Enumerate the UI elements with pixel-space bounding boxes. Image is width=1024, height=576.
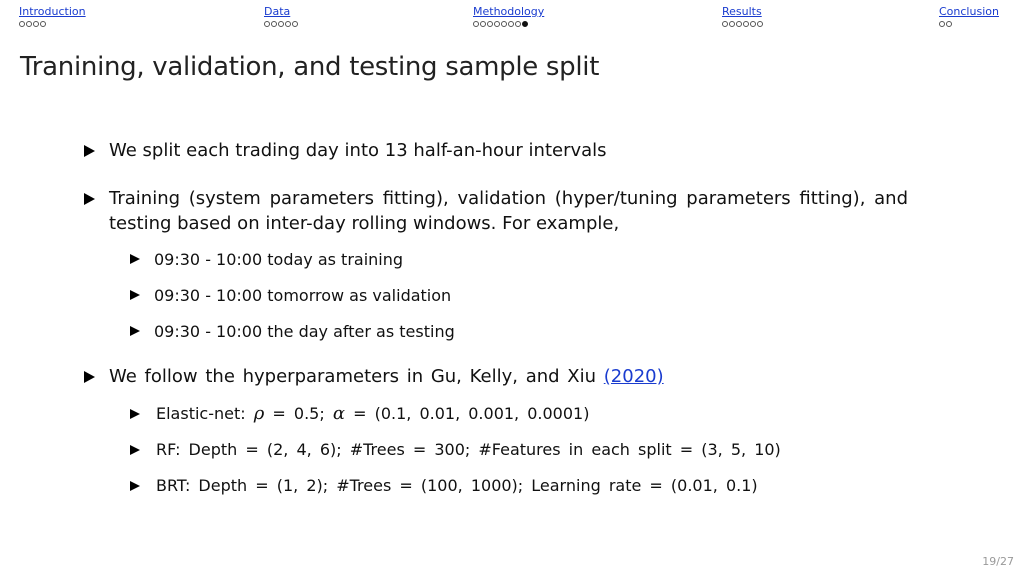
- nav-section-conclusion[interactable]: [939, 5, 999, 27]
- nav-dot[interactable]: [750, 21, 756, 27]
- rho-value: = 0.5;: [272, 404, 325, 423]
- nav-dot[interactable]: [480, 21, 486, 27]
- bullet-triangle-icon: [84, 371, 95, 383]
- sub-bullet-triangle-icon: [130, 326, 140, 336]
- nav-dot[interactable]: [40, 21, 46, 27]
- nav-link-conclusion[interactable]: Conclusion: [939, 5, 999, 18]
- nav-dot[interactable]: [508, 21, 514, 27]
- section-navigation: [0, 5, 1024, 35]
- nav-dot[interactable]: [271, 21, 277, 27]
- nav-dots-methodology: [473, 21, 544, 27]
- bullet-3-main: We follow the hyperparameters in Gu, Kelly, and Xiu: [109, 366, 597, 387]
- nav-dot[interactable]: [729, 21, 735, 27]
- nav-dot[interactable]: [292, 21, 298, 27]
- elastic-net-label: Elastic-net:: [156, 404, 246, 423]
- nav-section-introduction[interactable]: [19, 5, 86, 27]
- bullet-3-sub-brt: BRT: Depth = (1, 2); #Trees = (100, 1000); Learning rate = (0.01, 0.1): [156, 476, 758, 495]
- sub-bullet-triangle-icon: [130, 409, 140, 419]
- nav-dot[interactable]: [26, 21, 32, 27]
- bullet-2-sub-1: 09:30 - 10:00 today as training: [154, 250, 404, 269]
- nav-section-data[interactable]: [264, 5, 298, 27]
- nav-dot[interactable]: [736, 21, 742, 27]
- nav-link-introduction[interactable]: Introduction: [19, 5, 86, 18]
- nav-section-results[interactable]: [722, 5, 763, 27]
- nav-dot[interactable]: [757, 21, 763, 27]
- nav-dot[interactable]: [743, 21, 749, 27]
- sub-bullet-triangle-icon: [130, 290, 140, 300]
- slide-title: Tranining, validation, and testing sample split: [20, 52, 600, 82]
- nav-dots-results: [722, 21, 763, 27]
- nav-dot[interactable]: [285, 21, 291, 27]
- rho-symbol: ρ: [253, 403, 265, 424]
- citation-link[interactable]: (2020): [603, 366, 664, 387]
- bullet-triangle-icon: [84, 193, 95, 205]
- bullet-2-line-2: testing based on inter-day rolling windows. For example,: [109, 213, 620, 234]
- nav-dot[interactable]: [19, 21, 25, 27]
- nav-dots-conclusion: [939, 21, 999, 27]
- nav-link-results[interactable]: Results: [722, 5, 762, 18]
- sub-bullet-triangle-icon: [130, 254, 140, 264]
- bullet-1-text: We split each trading day into 13 half-an-hour intervals: [109, 140, 607, 161]
- nav-dot[interactable]: [939, 21, 945, 27]
- bullet-2-sub-2: 09:30 - 10:00 tomorrow as validation: [154, 286, 452, 305]
- nav-dot[interactable]: [278, 21, 284, 27]
- nav-link-methodology[interactable]: Methodology: [473, 5, 545, 18]
- nav-dot[interactable]: [33, 21, 39, 27]
- alpha-value: = (0.1, 0.01, 0.001, 0.0001): [353, 404, 590, 423]
- nav-dots-introduction: [19, 21, 86, 27]
- bullet-3-sub-rf: RF: Depth = (2, 4, 6); #Trees = 300; #Features in each split = (3, 5, 10): [156, 440, 781, 459]
- bullet-3-sub-elastic-net: [156, 403, 589, 425]
- nav-section-methodology[interactable]: [473, 5, 544, 27]
- alpha-symbol: α: [332, 403, 345, 424]
- bullet-2-sub-3: 09:30 - 10:00 the day after as testing: [154, 322, 455, 341]
- sub-bullet-triangle-icon: [130, 445, 140, 455]
- bullet-triangle-icon: [84, 145, 95, 157]
- nav-link-data[interactable]: Data: [264, 5, 291, 18]
- nav-dot[interactable]: [264, 21, 270, 27]
- bullet-3-text: [109, 364, 664, 390]
- page-number: 19/27: [982, 555, 1014, 568]
- nav-dot[interactable]: [487, 21, 493, 27]
- nav-dot[interactable]: [494, 21, 500, 27]
- nav-dot[interactable]: [473, 21, 479, 27]
- nav-dot-current[interactable]: [522, 21, 528, 27]
- nav-dot[interactable]: [722, 21, 728, 27]
- bullet-2-line-1: Training (system parameters fitting), validation (hyper/tuning parameters fitting), and: [109, 188, 909, 209]
- nav-dot[interactable]: [946, 21, 952, 27]
- nav-dot[interactable]: [501, 21, 507, 27]
- nav-dots-data: [264, 21, 298, 27]
- sub-bullet-triangle-icon: [130, 481, 140, 491]
- nav-dot[interactable]: [515, 21, 521, 27]
